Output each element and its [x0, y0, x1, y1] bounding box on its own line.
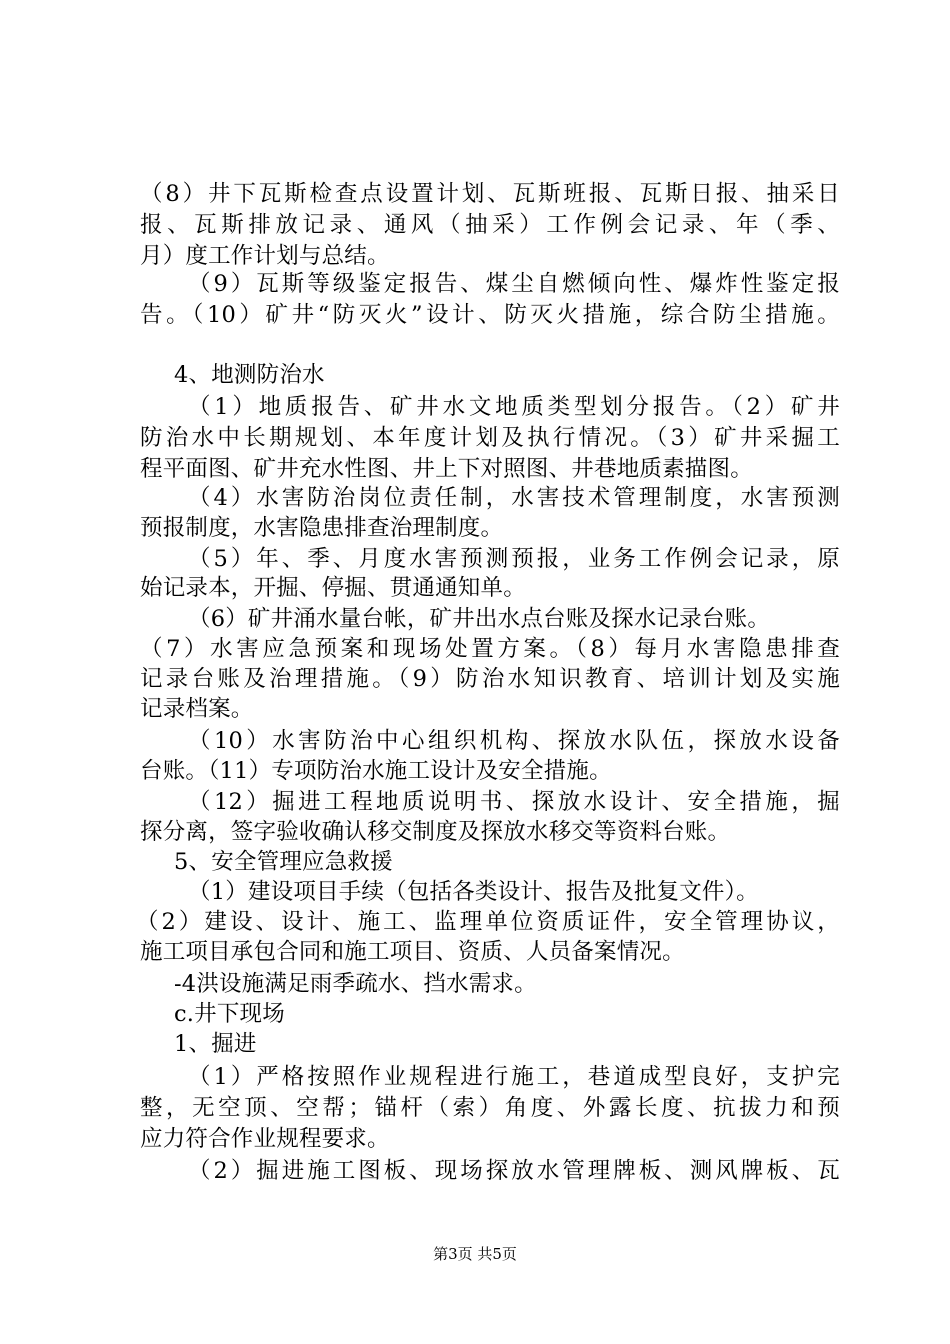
- text-line: （10）水害防治中心组织机构、探放水队伍，探放水设备: [188, 728, 840, 754]
- text-line: （2）建设、设计、施工、监理单位资质证件，安全管理协议，: [136, 909, 840, 935]
- text-line: （5）年、季、月度水害预测预报，业务工作例会记录，原: [188, 546, 840, 572]
- text-line: 整，无空顶、空帮；锚杆（索）角度、外露长度、抗拔力和预: [140, 1095, 840, 1121]
- section-heading: 4、地测防治水: [174, 362, 325, 388]
- text-line: （7）水害应急预案和现场处置方案。（8）每月水害隐患排查: [140, 636, 840, 662]
- text-line: 记录台账及治理措施。（9）防治水知识教育、培训计划及实施: [140, 666, 840, 692]
- text-line: 报、瓦斯排放记录、通风（抽采）工作例会记录、年（季、: [140, 212, 840, 238]
- text-line: （9）瓦斯等级鉴定报告、煤尘自燃倾向性、爆炸性鉴定报: [188, 271, 840, 297]
- text-line: 施工项目承包合同和施工项目、资质、人员备案情况。: [140, 939, 685, 965]
- text-line: 程平面图、矿井充水性图、井上下对照图、井巷地质素描图。: [140, 456, 753, 482]
- text-line: 告。（10）矿井“防灭火”设计、防灭火措施，综合防尘措施。: [140, 302, 840, 328]
- section-heading: 5、安全管理应急救援: [174, 849, 393, 875]
- text-line: （4）水害防治岗位责任制，水害技术管理制度，水害预测: [188, 485, 840, 511]
- text-line: 预报制度，水害隐患排查治理制度。: [140, 515, 504, 541]
- text-line: 始记录本，开掘、停掘、贯通通知单。: [140, 575, 526, 601]
- text-line: （12）掘进工程地质说明书、探放水设计、安全措施，掘: [188, 789, 840, 815]
- text-line: （2）掘进施工图板、现场探放水管理牌板、测风牌板、瓦: [188, 1158, 840, 1184]
- text-line: 月）度工作计划与总结。: [140, 243, 390, 269]
- text-line: 台账。（11）专项防治水施工设计及安全措施。: [140, 758, 612, 784]
- text-line: （1）地质报告、矿井水文地质类型划分报告。（2）矿井: [188, 394, 840, 420]
- text-line: 记录档案。: [140, 696, 254, 722]
- text-line: （1）严格按照作业规程进行施工，巷道成型良好，支护完: [188, 1064, 840, 1090]
- section-heading: c.井下现场: [174, 1001, 285, 1027]
- text-line: -4洪设施满足雨季疏水、挡水需求。: [174, 971, 537, 997]
- text-line: 应力符合作业规程要求。: [140, 1126, 390, 1152]
- text-line: 防治水中长期规划、本年度计划及执行情况。（3）矿井采掘工: [140, 425, 840, 451]
- section-heading: 1、掘进: [174, 1031, 257, 1057]
- text-line: （1）建设项目手续（包括各类设计、报告及批复文件）。: [188, 879, 759, 905]
- page-number-footer: 第3页 共5页: [433, 1245, 517, 1263]
- text-line: （6）矿井涌水量台帐，矿井出水点台账及探水记录台账。: [188, 606, 771, 632]
- text-line: 探分离，签字验收确认移交制度及探放水移交等资料台账。: [140, 819, 731, 845]
- text-line: （8）井下瓦斯检查点设置计划、瓦斯班报、瓦斯日报、抽采日: [140, 181, 840, 207]
